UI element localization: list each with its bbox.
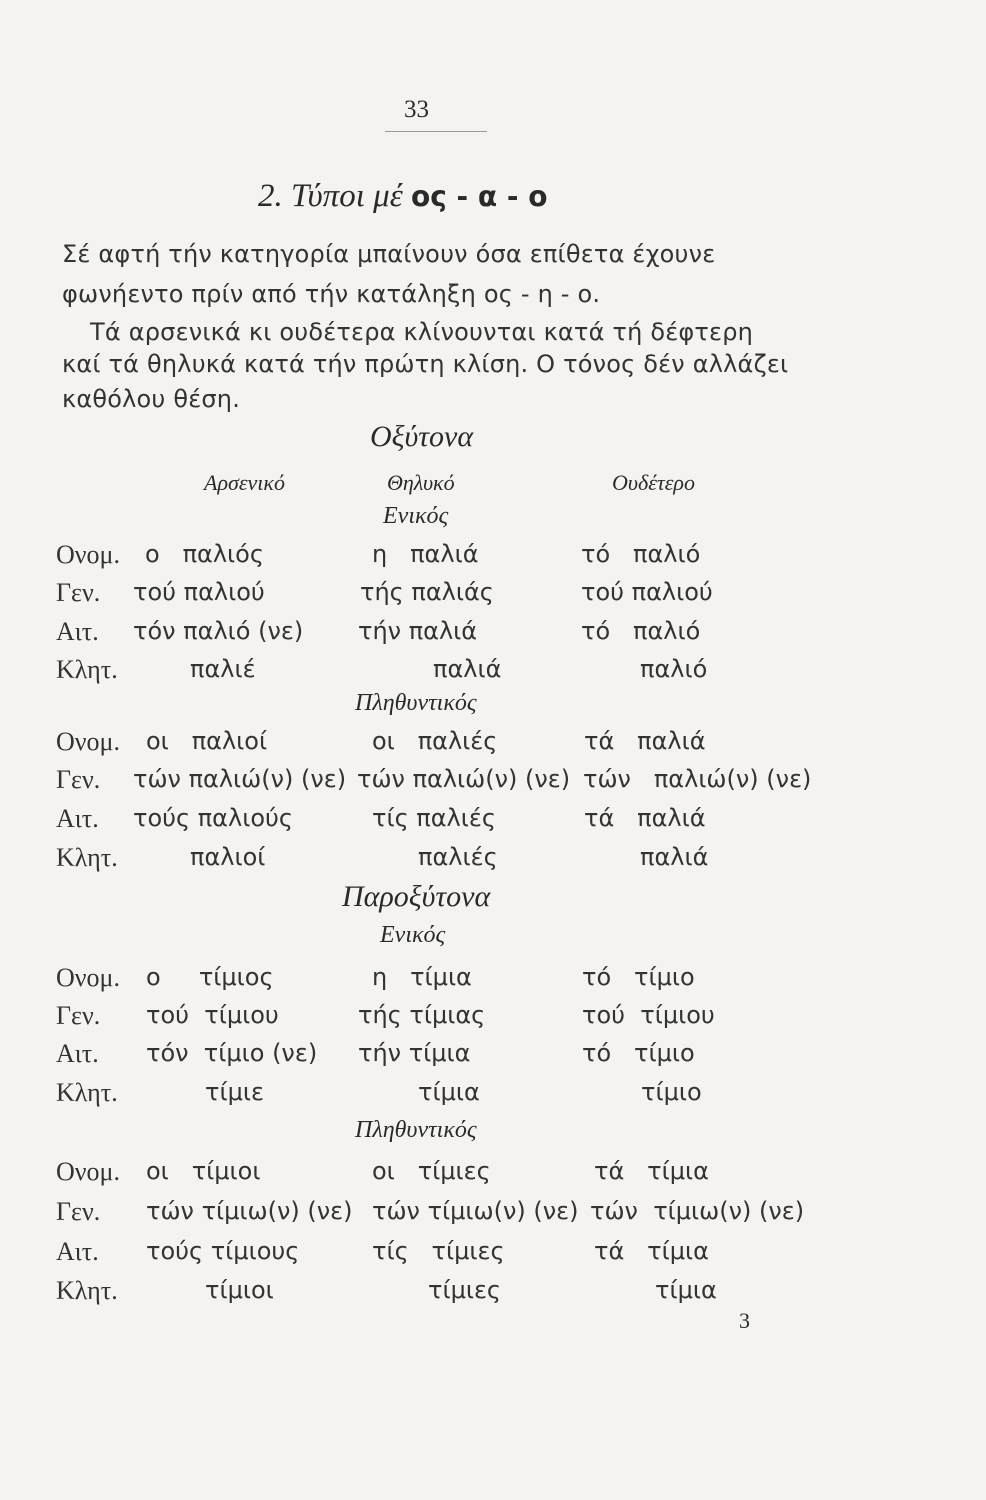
- feminine-form: τίμιες: [428, 1276, 502, 1304]
- neuter-form: τό τίμιο: [582, 963, 695, 991]
- intro-line: Τά αρσενικά κι ουδέτερα κλίνουνται κατά τή δέφτερη: [90, 318, 754, 346]
- case-label: Ονομ.: [56, 1157, 120, 1186]
- case-label: Κλητ.: [56, 655, 118, 684]
- feminine-form: οι τίμιες: [372, 1157, 491, 1185]
- paroxytona-singular-label: Ενικός: [380, 922, 446, 948]
- feminine-form: η τίμια: [372, 963, 472, 991]
- neuter-form: τών τίμιω(ν) (νε): [590, 1197, 805, 1225]
- case-label: Αιτ.: [56, 1039, 99, 1068]
- case-label: Ονομ.: [56, 540, 120, 569]
- col-head-neuter: Ουδέτερο: [612, 470, 695, 495]
- case-label: Γεν.: [56, 765, 101, 794]
- intro-line: καί τά θηλυκά κατά τήν πρώτη κλίση. Ο τόνος δέν αλλάζει: [62, 350, 789, 378]
- neuter-form: τίμιο: [641, 1078, 702, 1106]
- case-label: Γεν.: [56, 1197, 101, 1226]
- feminine-form: τήν παλιά: [358, 617, 478, 645]
- masculine-form: παλιέ: [190, 655, 256, 683]
- feminine-form: οι παλιές: [372, 727, 498, 755]
- masculine-form: παλιοί: [190, 843, 266, 871]
- neuter-form: παλιά: [640, 843, 709, 871]
- header-rule: [385, 131, 487, 132]
- case-label: Κλητ.: [56, 1276, 118, 1305]
- intro-line: φωνήεντο πρίν από τήν κατάληξη ος - η - ο.: [62, 280, 601, 308]
- case-label: Αιτ.: [56, 617, 99, 646]
- neuter-form: τό παλιό: [581, 617, 701, 645]
- feminine-form: τίμια: [418, 1078, 480, 1106]
- heading-number: 2.: [258, 178, 283, 214]
- neuter-form: τά παλιά: [584, 727, 706, 755]
- feminine-form: η παλιά: [372, 540, 479, 568]
- feminine-form: τών παλιώ(ν) (νε): [357, 765, 571, 793]
- masculine-form: τού τίμιου: [146, 1001, 279, 1029]
- case-label: Ονομ.: [56, 963, 120, 992]
- case-label: Γεν.: [56, 1001, 101, 1030]
- section-heading: [258, 178, 548, 215]
- neuter-form: τό παλιό: [581, 540, 701, 568]
- oxytona-singular-label: Ενικός: [383, 503, 449, 529]
- neuter-form: τών παλιώ(ν) (νε): [583, 765, 812, 793]
- page-number: 33: [404, 96, 429, 123]
- paroxytona-plural-label: Πληθυντικός: [355, 1117, 477, 1143]
- neuter-form: τά τίμια: [594, 1237, 709, 1265]
- neuter-form: τού παλιού: [581, 578, 713, 606]
- masculine-form: οι παλιοί: [146, 727, 268, 755]
- masculine-form: ο παλιός: [145, 540, 264, 568]
- oxytona-title: Οξύτονα: [370, 420, 474, 453]
- signature-mark: 3: [739, 1308, 750, 1333]
- intro-line: Σέ αφτή τήν κατηγορία μπαίνουν όσα επίθετα έχουνε: [62, 240, 716, 268]
- case-label: Κλητ.: [56, 1078, 118, 1107]
- heading-title: Τύποι μέ: [291, 178, 403, 214]
- oxytona-plural-label: Πληθυντικός: [355, 690, 477, 716]
- case-label: Γεν.: [56, 578, 101, 607]
- masculine-form: ο τίμιος: [146, 963, 274, 991]
- case-label: Αιτ.: [56, 804, 99, 833]
- feminine-form: παλιά: [433, 655, 502, 683]
- masculine-form: τίμιοι: [205, 1276, 274, 1304]
- masculine-form: τού παλιού: [133, 578, 265, 606]
- col-head-masculine: Αρσενικό: [204, 470, 285, 495]
- feminine-form: τίς παλιές: [372, 804, 496, 832]
- heading-suffix: ος - α - ο: [410, 180, 548, 213]
- neuter-form: τά τίμια: [594, 1157, 709, 1185]
- feminine-form: τής τίμιας: [358, 1001, 486, 1029]
- feminine-form: τήν τίμια: [358, 1039, 471, 1067]
- masculine-form: τόν παλιό (νε): [133, 617, 304, 645]
- masculine-form: οι τίμιοι: [146, 1157, 261, 1185]
- case-label: Κλητ.: [56, 843, 118, 872]
- masculine-form: τούς τίμιους: [146, 1237, 300, 1265]
- neuter-form: τίμια: [655, 1276, 717, 1304]
- col-head-feminine: Θηλυκό: [387, 470, 455, 495]
- feminine-form: τών τίμιω(ν) (νε): [372, 1197, 579, 1225]
- masculine-form: τών παλιώ(ν) (νε): [133, 765, 347, 793]
- neuter-form: τά παλιά: [584, 804, 706, 832]
- masculine-form: τούς παλιούς: [133, 804, 293, 832]
- case-label: Αιτ.: [56, 1237, 99, 1266]
- masculine-form: τών τίμιω(ν) (νε): [146, 1197, 353, 1225]
- intro-line: καθόλου θέση.: [62, 385, 241, 413]
- case-label: Ονομ.: [56, 727, 120, 756]
- neuter-form: παλιό: [640, 655, 708, 683]
- feminine-form: παλιές: [418, 843, 498, 871]
- paroxytona-title: Παροξύτονα: [342, 880, 491, 913]
- feminine-form: τίς τίμιες: [372, 1237, 505, 1265]
- masculine-form: τόν τίμιο (νε): [146, 1039, 318, 1067]
- neuter-form: τό τίμιο: [582, 1039, 695, 1067]
- neuter-form: τού τίμιου: [582, 1001, 715, 1029]
- feminine-form: τής παλιάς: [360, 578, 494, 606]
- masculine-form: τίμιε: [205, 1078, 264, 1106]
